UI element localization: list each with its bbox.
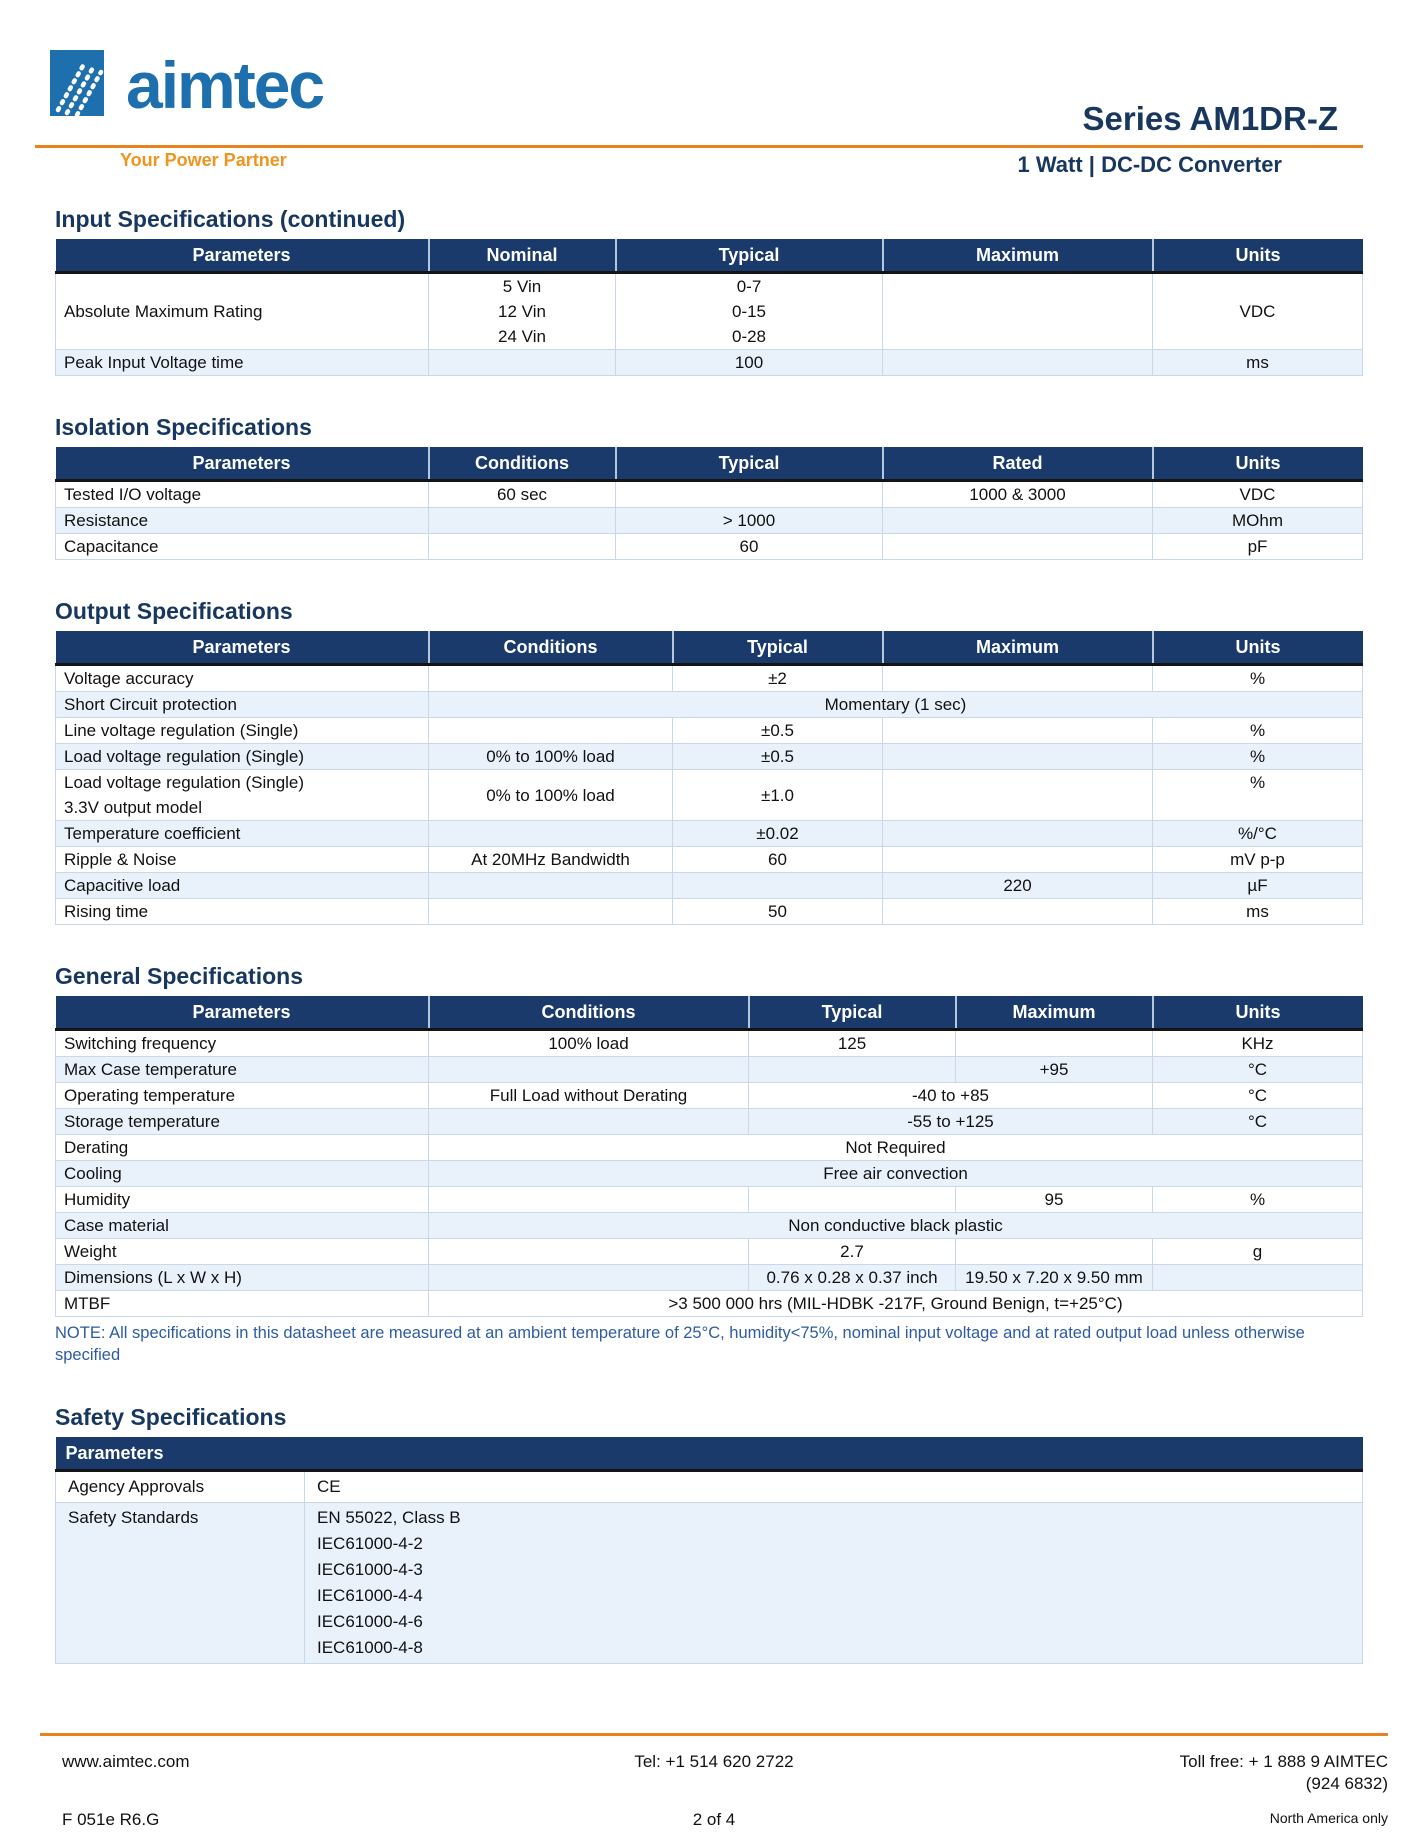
output-specifications-section <box>55 598 1362 925</box>
cell-parameter: Tested I/O voltage <box>56 481 429 508</box>
footer-tollfree: Toll free: + 1 888 9 AIMTEC <box>1179 1752 1388 1771</box>
table-row <box>56 1109 1363 1135</box>
table-row <box>56 873 1363 899</box>
table-row <box>56 1239 1363 1265</box>
cell-maximum <box>956 1030 1153 1057</box>
footer-row-1 <box>40 1752 1388 1772</box>
cell-span-value: Not Required <box>429 1135 1363 1161</box>
cell-typical: 60 <box>616 534 883 560</box>
general-note: NOTE: All specifications in this datasheet are measured at an ambient temperature of 25°C, humidity<75%, nominal input voltage and at rated output load unless otherwise specified <box>55 1324 1305 1364</box>
cell-maximum <box>883 899 1153 925</box>
col-header-maximum: Maximum <box>883 239 1153 273</box>
cell-conditions: Full Load without Derating <box>429 1083 749 1109</box>
table-row <box>56 508 1363 534</box>
cell-typ-max: -55 to +125 <box>749 1109 1153 1135</box>
table-header-row <box>56 1437 1363 1471</box>
cell-parameter: Short Circuit protection <box>56 692 429 718</box>
footer-doc-ref: F 051e R6.G <box>62 1810 160 1829</box>
cell-conditions <box>429 821 673 847</box>
col-header-conditions: Conditions <box>429 447 616 481</box>
col-header-maximum: Maximum <box>883 631 1153 665</box>
cell-conditions: 100% load <box>429 1030 749 1057</box>
col-header-conditions: Conditions <box>429 631 673 665</box>
table-row <box>56 1135 1363 1161</box>
document-header <box>0 0 1428 192</box>
cell-maximum <box>883 665 1153 692</box>
table-row <box>56 744 1363 770</box>
cell-units: ms <box>1153 899 1363 925</box>
cell-units: µF <box>1153 873 1363 899</box>
safety-specifications-table <box>55 1437 1363 1664</box>
cell-span-value: Free air convection <box>429 1161 1363 1187</box>
col-header-typical: Typical <box>673 631 883 665</box>
cell-typical: 60 <box>673 847 883 873</box>
table-row <box>56 1187 1363 1213</box>
cell-dimensions-mm: 19.50 x 7.20 x 9.50 mm <box>956 1265 1153 1291</box>
cell-typical <box>749 1187 956 1213</box>
table-row <box>56 1503 1363 1664</box>
cell-line: 0-15 <box>731 302 767 321</box>
cell-units: g <box>1153 1239 1363 1265</box>
table-row <box>56 692 1363 718</box>
cell-line: 3.3V output model <box>64 798 202 817</box>
cell-line: 12 Vin <box>498 302 546 321</box>
footer-page-number: 2 of 4 <box>692 1810 736 1829</box>
cell-maximum: +95 <box>956 1057 1153 1083</box>
cell-conditions <box>429 1057 749 1083</box>
cell-units: °C <box>1153 1109 1363 1135</box>
table-header-row <box>56 631 1363 665</box>
col-header-maximum: Maximum <box>956 996 1153 1030</box>
col-header-rated: Rated <box>883 447 1153 481</box>
cell-span-value: >3 500 000 hrs (MIL-HDBK -217F, Ground Benign, t=+25°C) <box>429 1291 1363 1317</box>
cell-conditions: At 20MHz Bandwidth <box>429 847 673 873</box>
cell-parameter: Peak Input Voltage time <box>56 350 429 376</box>
cell-conditions <box>429 1187 749 1213</box>
cell-units: % <box>1153 1187 1363 1213</box>
cell-typical: ±1.0 <box>673 770 883 821</box>
table-header-row <box>56 447 1363 481</box>
cell-conditions <box>429 534 616 560</box>
cell-typical <box>749 1057 956 1083</box>
cell-parameter: Switching frequency <box>56 1030 429 1057</box>
page-content <box>55 206 1362 1664</box>
table-row <box>56 273 1363 350</box>
isolation-section-title: Isolation Specifications <box>55 414 312 440</box>
cell-units: % <box>1153 718 1363 744</box>
cell-typical: ±0.5 <box>673 718 883 744</box>
cell-maximum <box>883 718 1153 744</box>
cell-parameter: Dimensions (L x W x H) <box>56 1265 429 1291</box>
footer-tollfree-number: (924 6832) <box>1305 1774 1388 1793</box>
cell-line: 5 Vin <box>502 277 542 296</box>
header-divider <box>35 145 1363 148</box>
footer-row-2 <box>40 1774 1388 1794</box>
cell-typical: 2.7 <box>749 1239 956 1265</box>
col-header-parameters: Parameters <box>56 239 429 273</box>
cell-units: VDC <box>1153 481 1363 508</box>
table-row <box>56 1213 1363 1239</box>
cell-units: ms <box>1153 350 1363 376</box>
series-subtitle: 1 Watt | DC-DC Converter <box>1017 152 1282 177</box>
cell-typical: ±0.02 <box>673 821 883 847</box>
cell-parameter: Rising time <box>56 899 429 925</box>
cell-conditions <box>429 1239 749 1265</box>
cell-typical <box>616 273 883 350</box>
cell-typical: > 1000 <box>616 508 883 534</box>
safety-section-title: Safety Specifications <box>55 1404 287 1430</box>
cell-value <box>305 1503 1363 1664</box>
cell-conditions <box>429 1109 749 1135</box>
aimtec-logo-icon <box>50 50 104 116</box>
col-header-typical: Typical <box>749 996 956 1030</box>
standard-line: IEC61000-4-6 <box>317 1612 423 1631</box>
cell-parameter: Voltage accuracy <box>56 665 429 692</box>
cell-maximum: 95 <box>956 1187 1153 1213</box>
cell-line: 0-7 <box>736 277 762 296</box>
cell-parameter: Weight <box>56 1239 429 1265</box>
cell-value: CE <box>305 1471 1363 1503</box>
cell-conditions <box>429 1265 749 1291</box>
table-row <box>56 899 1363 925</box>
cell-typical <box>673 873 883 899</box>
logo-tagline: Your Power Partner <box>120 150 287 170</box>
cell-conditions: 60 sec <box>429 481 616 508</box>
table-row <box>56 1471 1363 1503</box>
cell-conditions <box>429 873 673 899</box>
cell-parameter: Operating temperature <box>56 1083 429 1109</box>
document-footer <box>40 1733 1388 1830</box>
cell-parameter: Load voltage regulation (Single) <box>56 744 429 770</box>
general-section-title: General Specifications <box>55 963 303 989</box>
standard-line: IEC61000-4-4 <box>317 1586 423 1605</box>
footer-region: North America only <box>1269 1810 1388 1826</box>
footer-divider <box>40 1733 1388 1736</box>
cell-conditions <box>429 899 673 925</box>
cell-units: KHz <box>1153 1030 1363 1057</box>
input-specifications-section <box>55 206 1362 376</box>
cell-parameter: Humidity <box>56 1187 429 1213</box>
cell-parameter: MTBF <box>56 1291 429 1317</box>
cell-units: VDC <box>1153 273 1363 350</box>
cell-typical: 50 <box>673 899 883 925</box>
cell-units: °C <box>1153 1057 1363 1083</box>
cell-units: pF <box>1153 534 1363 560</box>
cell-nominal <box>429 273 616 350</box>
cell-conditions <box>429 718 673 744</box>
cell-line: 0-28 <box>731 327 767 346</box>
cell-units: %/°C <box>1153 821 1363 847</box>
cell-maximum <box>956 1239 1153 1265</box>
col-header-parameters: Parameters <box>56 631 429 665</box>
table-row <box>56 1161 1363 1187</box>
table-row <box>56 770 1363 821</box>
table-row <box>56 1057 1363 1083</box>
cell-typ-max: -40 to +85 <box>749 1083 1153 1109</box>
cell-parameter: Safety Standards <box>56 1503 305 1664</box>
output-section-title: Output Specifications <box>55 598 293 624</box>
cell-maximum <box>883 744 1153 770</box>
cell-parameter: Capacitive load <box>56 873 429 899</box>
cell-units: % <box>1153 744 1363 770</box>
cell-units: °C <box>1153 1083 1363 1109</box>
table-row <box>56 1291 1363 1317</box>
footer-tel: Tel: +1 514 620 2722 <box>634 1752 794 1771</box>
table-row <box>56 1083 1363 1109</box>
cell-parameter: Agency Approvals <box>56 1471 305 1503</box>
col-header-units: Units <box>1153 631 1363 665</box>
cell-span-value: Non conductive black plastic <box>429 1213 1363 1239</box>
input-section-title: Input Specifications (continued) <box>55 206 406 232</box>
table-header-row <box>56 996 1363 1030</box>
standard-line: EN 55022, Class B <box>317 1508 461 1527</box>
cell-nominal <box>429 350 616 376</box>
cell-parameter: Temperature coefficient <box>56 821 429 847</box>
cell-conditions <box>429 665 673 692</box>
col-header-units: Units <box>1153 996 1363 1030</box>
cell-maximum <box>883 821 1153 847</box>
series-title: Series AM1DR-Z <box>1082 100 1338 137</box>
cell-parameter: Capacitance <box>56 534 429 560</box>
col-header-conditions: Conditions <box>429 996 749 1030</box>
standard-line: IEC61000-4-2 <box>317 1534 423 1553</box>
footer-row-3 <box>40 1810 1388 1830</box>
standard-line: IEC61000-4-3 <box>317 1560 423 1579</box>
col-header-parameters: Parameters <box>56 447 429 481</box>
cell-parameter <box>56 770 429 821</box>
cell-line: 24 Vin <box>498 327 546 346</box>
standard-line: IEC61000-4-8 <box>317 1638 423 1657</box>
cell-parameter: Absolute Maximum Rating <box>56 273 429 350</box>
cell-parameter: Storage temperature <box>56 1109 429 1135</box>
isolation-specifications-section <box>55 414 1362 560</box>
cell-units: % <box>1153 665 1363 692</box>
table-row <box>56 350 1363 376</box>
cell-parameter: Max Case temperature <box>56 1057 429 1083</box>
table-row <box>56 847 1363 873</box>
table-row <box>56 665 1363 692</box>
general-specifications-section <box>55 963 1362 1366</box>
cell-parameter: Cooling <box>56 1161 429 1187</box>
cell-typical <box>616 481 883 508</box>
cell-units <box>1153 1265 1363 1291</box>
table-row <box>56 718 1363 744</box>
input-specifications-table <box>55 239 1363 376</box>
cell-maximum: 220 <box>883 873 1153 899</box>
cell-units: mV p-p <box>1153 847 1363 873</box>
cell-rated: 1000 & 3000 <box>883 481 1153 508</box>
col-header-typical: Typical <box>616 239 883 273</box>
table-row <box>56 534 1363 560</box>
table-row <box>56 821 1363 847</box>
general-specifications-table <box>55 996 1363 1317</box>
col-header-typical: Typical <box>616 447 883 481</box>
col-header-parameters: Parameters <box>56 1437 1363 1471</box>
cell-parameter: Derating <box>56 1135 429 1161</box>
cell-units: MOhm <box>1153 508 1363 534</box>
aimtec-logo-text: aimtec <box>126 48 324 122</box>
table-row <box>56 1265 1363 1291</box>
safety-specifications-section <box>55 1404 1362 1664</box>
footer-website: www.aimtec.com <box>62 1752 190 1771</box>
cell-line: Load voltage regulation (Single) <box>64 773 305 792</box>
table-row <box>56 1030 1363 1057</box>
cell-conditions: 0% to 100% load <box>429 744 673 770</box>
cell-parameter: Resistance <box>56 508 429 534</box>
col-header-parameters: Parameters <box>56 996 429 1030</box>
cell-maximum <box>883 770 1153 821</box>
isolation-specifications-table <box>55 447 1363 560</box>
aimtec-logo <box>50 48 324 122</box>
cell-parameter: Line voltage regulation (Single) <box>56 718 429 744</box>
cell-span-value: Momentary (1 sec) <box>429 692 1363 718</box>
cell-parameter: Ripple & Noise <box>56 847 429 873</box>
cell-parameter: Case material <box>56 1213 429 1239</box>
cell-rated <box>883 534 1153 560</box>
cell-maximum <box>883 350 1153 376</box>
cell-conditions: 0% to 100% load <box>429 770 673 821</box>
output-specifications-table <box>55 631 1363 925</box>
cell-typical: ±2 <box>673 665 883 692</box>
col-header-nominal: Nominal <box>429 239 616 273</box>
col-header-units: Units <box>1153 239 1363 273</box>
cell-maximum <box>883 847 1153 873</box>
cell-typical: 125 <box>749 1030 956 1057</box>
cell-units: % <box>1153 770 1363 821</box>
cell-dimensions-inch: 0.76 x 0.28 x 0.37 inch <box>749 1265 956 1291</box>
cell-typical: 100 <box>616 350 883 376</box>
col-header-units: Units <box>1153 447 1363 481</box>
table-header-row <box>56 239 1363 273</box>
cell-typical: ±0.5 <box>673 744 883 770</box>
cell-rated <box>883 508 1153 534</box>
table-row <box>56 481 1363 508</box>
cell-conditions <box>429 508 616 534</box>
cell-maximum <box>883 273 1153 350</box>
